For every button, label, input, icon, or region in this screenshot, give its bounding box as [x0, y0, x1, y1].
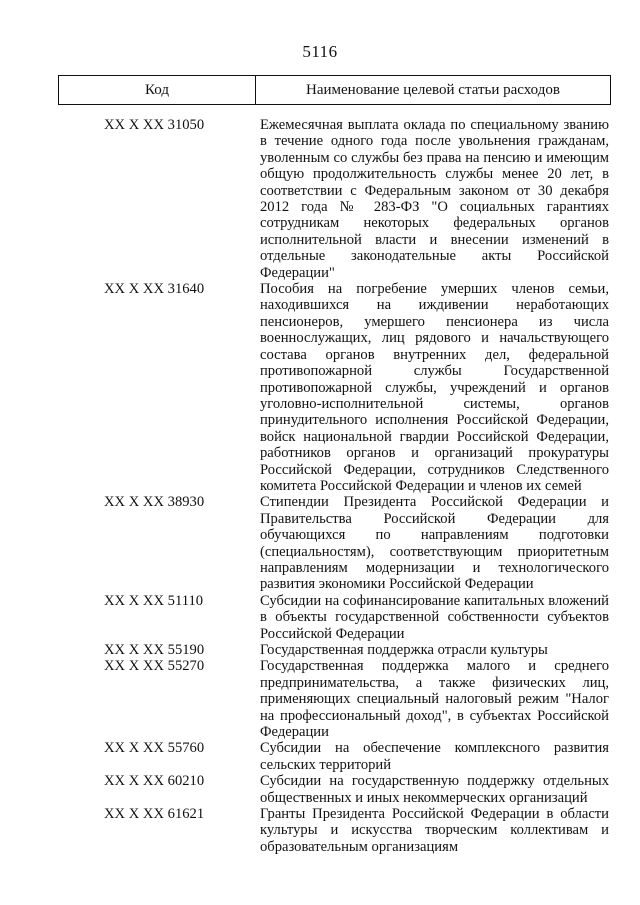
row-code: XX X XX 38930	[104, 494, 205, 511]
column-header-code: Код	[59, 76, 256, 104]
table-row	[0, 281, 640, 494]
row-description: Субсидии на обеспечение комплексного развития сельских территорий	[260, 740, 609, 773]
table-row	[0, 658, 640, 740]
table-body	[0, 117, 640, 855]
row-code: XX X XX 60210	[104, 773, 205, 790]
table-row	[0, 773, 640, 806]
row-description: Государственная поддержка малого и среднего предпринимательства, а также физических лиц, применяющих специальный налоговый режим "Налог на профессиональный доход", в субъектах Российской Федерации	[260, 658, 609, 741]
row-code: XX X XX 61621	[104, 806, 205, 823]
table-row	[0, 806, 640, 855]
row-description: Пособия на погребение умерших членов семьи, находившихся на иждивении неработающих пенсионеров, умершего пенсионера из числа военнослужащих, лиц рядового и начальствующего состава органов внутренних дел, федеральной противопожарной службы Государственной противопожарной службы, учреждений и органов уголовно-исполнительной системы, органов принудительного исполнения Российской Федерации, войск национальной гвардии Российской Федерации, работников органов и организаций прокуратуры Российской Федерации, сотрудников Следственного комитета Российской Федерации и членов их семей	[260, 281, 609, 494]
row-code: XX X XX 51110	[104, 592, 204, 609]
row-code: XX X XX 31640	[104, 281, 205, 298]
row-description: Гранты Президента Российской Федерации в области культуры и искусства творческим коллективам и образовательным организациям	[260, 806, 609, 855]
row-code: XX X XX 55270	[104, 658, 205, 675]
row-code: XX X XX 55760	[104, 740, 205, 757]
row-description: Ежемесячная выплата оклада по специальному званию в течение одного года после увольнения гражданам, уволенным со службы без права на пенсию и имеющим общую продолжительность службы менее 20 лет, в соответствии с Федеральным законом от 30 декабря 2012 года № 283-ФЗ "О социальных гарантиях сотрудникам некоторых федеральных органов исполнительной власти и внесении изменений в отдельные законодательные акты Российской Федерации"	[260, 117, 609, 281]
row-description: Субсидии на софинансирование капитальных вложений в объекты государственной собственности субъектов Российской Федерации	[260, 592, 609, 642]
table-header	[58, 75, 611, 105]
table-row	[0, 494, 640, 592]
row-code: XX X XX 55190	[104, 642, 205, 658]
row-description: Стипендии Президента Российской Федерации и Правительства Российской Федерации для обучающихся по направлениям подготовки (специальностям), соответствующим приоритетным направлениям модернизации и технологического развития экономики Российской Федерации	[260, 494, 609, 593]
table-row	[0, 642, 640, 658]
table-row	[0, 740, 640, 773]
table-row	[0, 117, 640, 281]
page-number: 5116	[302, 42, 338, 61]
row-description: Государственная поддержка отрасли культуры	[260, 642, 548, 658]
table-row	[0, 593, 640, 642]
row-code: XX X XX 31050	[104, 117, 205, 133]
column-header-name: Наименование целевой статьи расходов	[306, 81, 560, 98]
row-description: Субсидии на государственную поддержку отдельных общественных и иных некоммерческих организаций	[260, 773, 609, 806]
